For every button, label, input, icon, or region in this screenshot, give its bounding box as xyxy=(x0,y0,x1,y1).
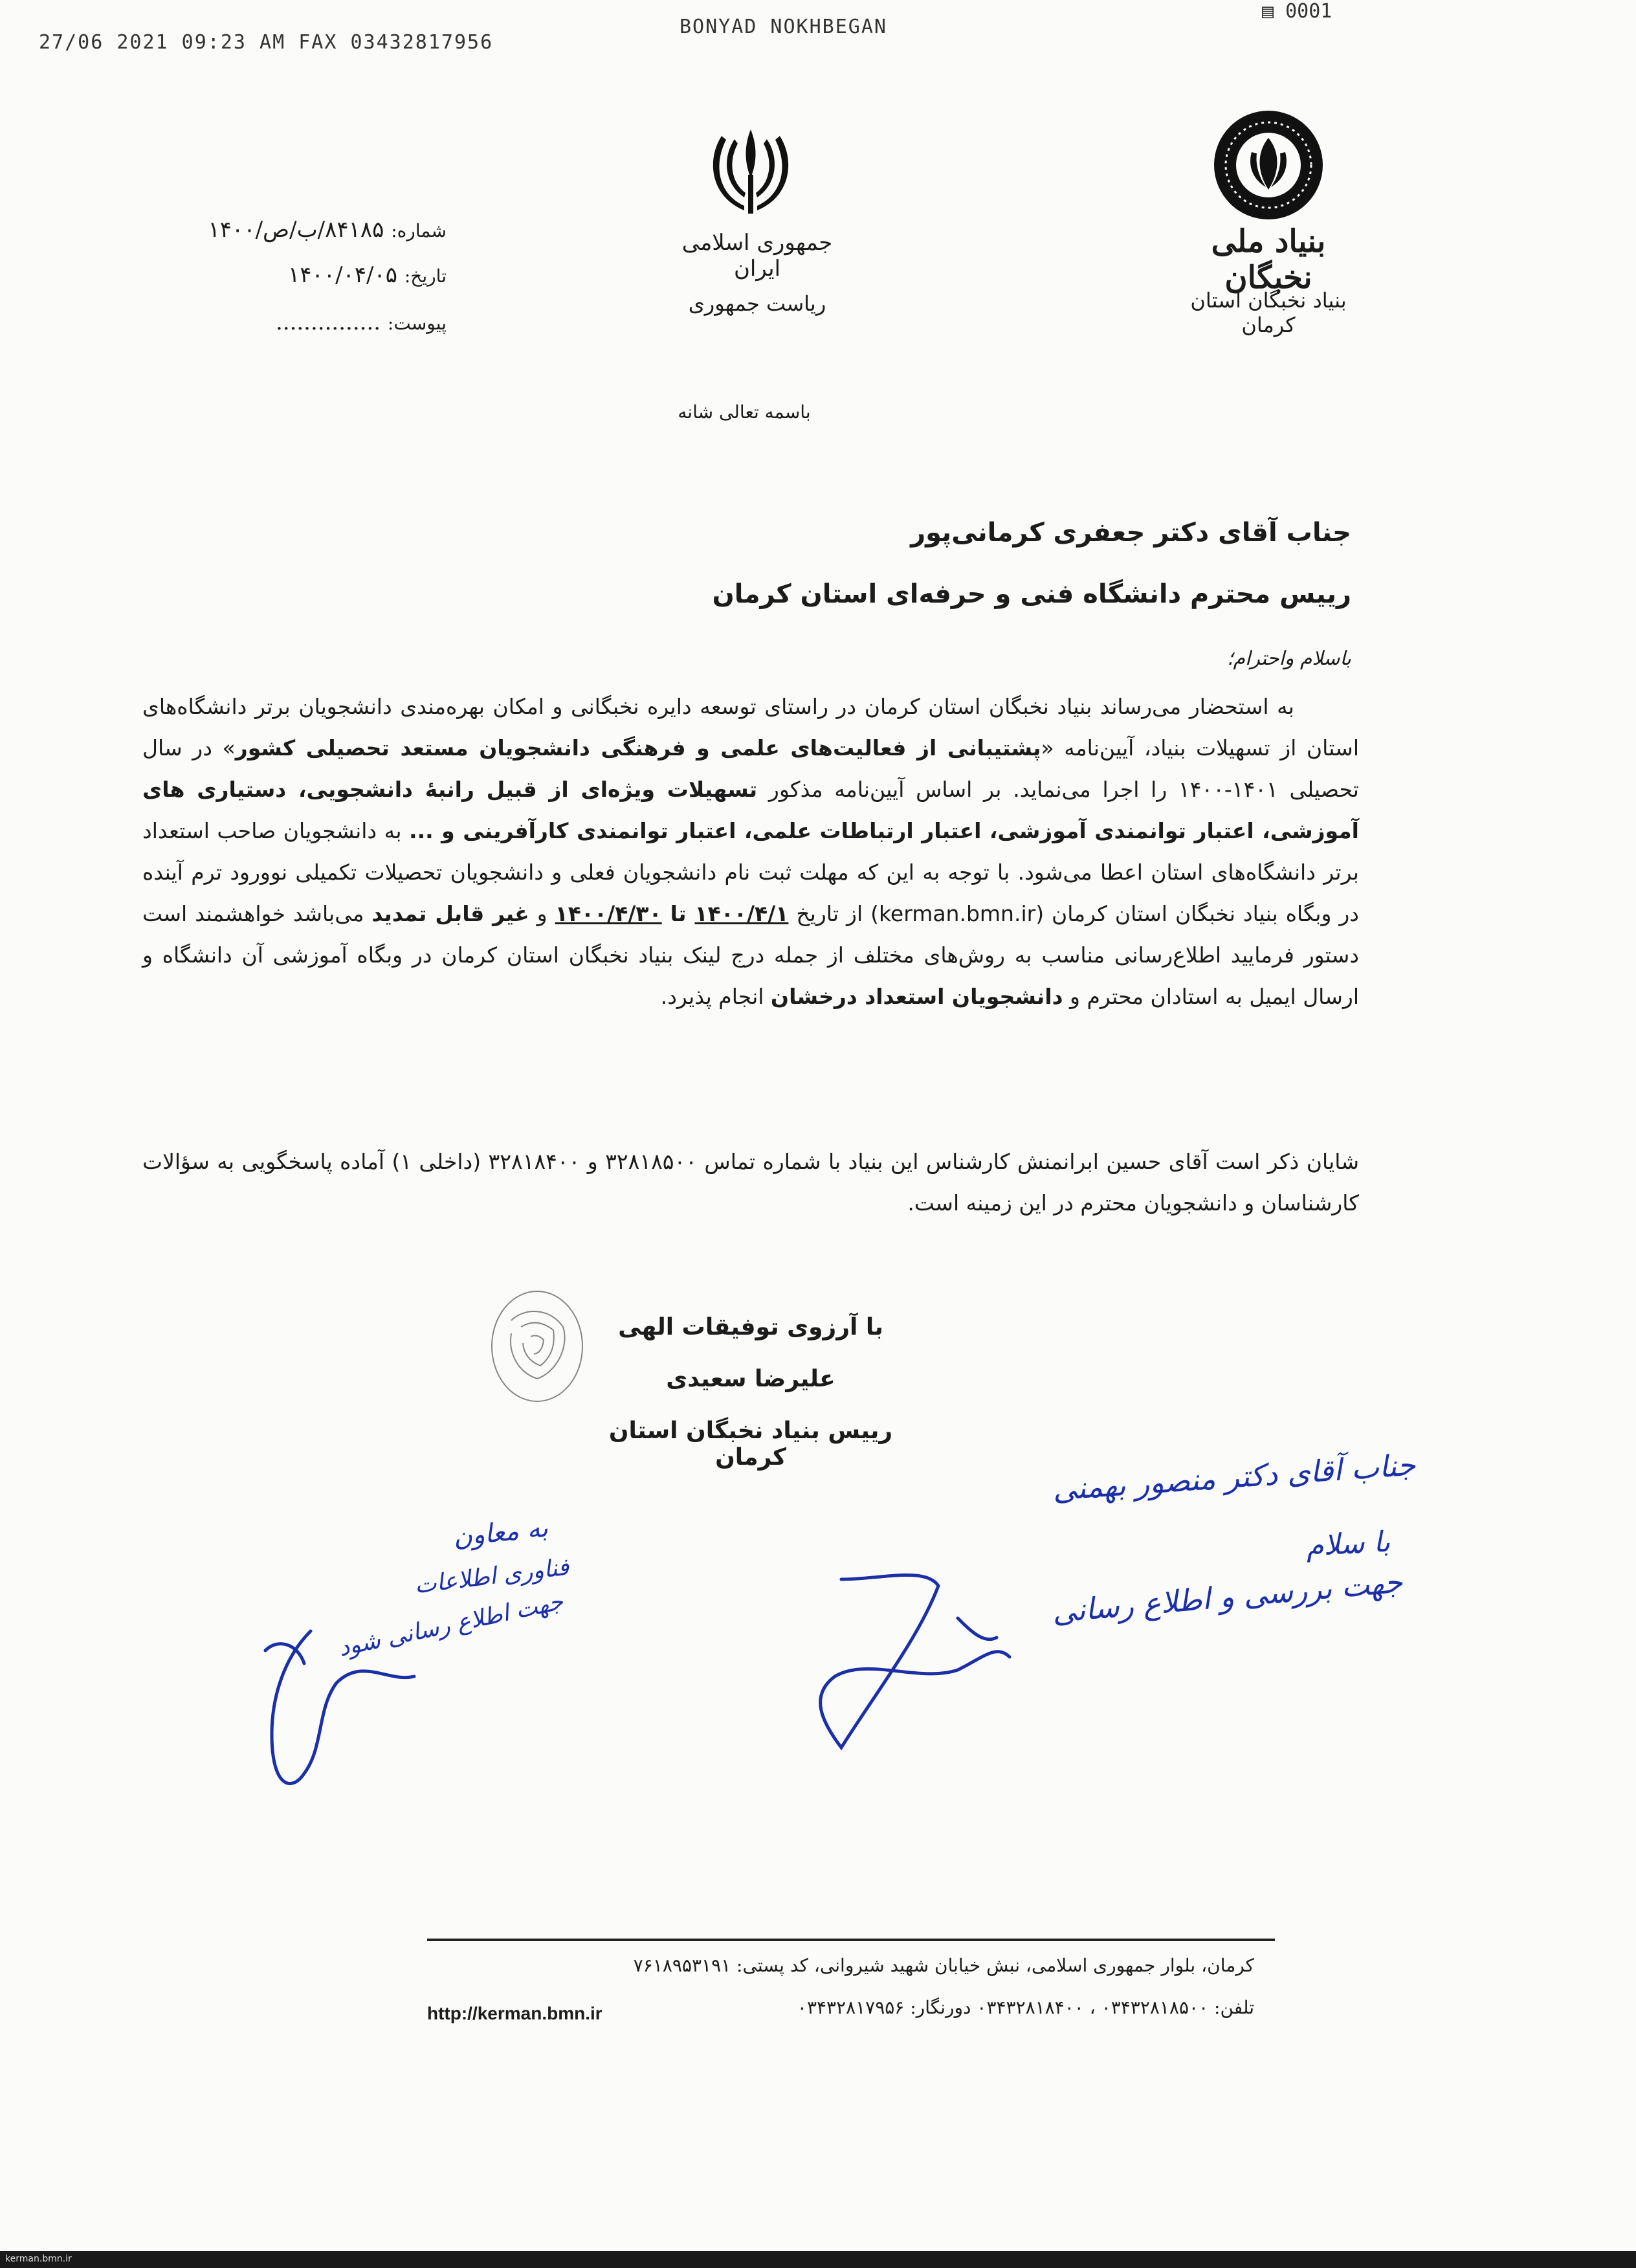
letter-number-value: ۸۴۱۸۵/ب/ص/۱۴۰۰ xyxy=(208,217,384,243)
body-text-d: و xyxy=(529,901,555,926)
scan-edge xyxy=(0,2251,1636,2268)
letter-attachment-value: ............... xyxy=(275,309,381,335)
organization-title: بنیاد ملی نخبگان xyxy=(1211,223,1326,296)
handwritten-left-1: به معاون xyxy=(451,1513,549,1553)
body-text-b: » در سال تحصیلی ۱۴۰۱-۱۴۰۰ را اجرا می‌نماید. بر اساس آیین‌نامه مذکور xyxy=(142,735,1359,802)
date-from: ۱۴۰۰/۴/۱ xyxy=(694,901,789,926)
contact-note-text: شایان ذکر است آقای حسین ابرانمنش کارشناس این بنیاد با شماره تماس ۳۲۸۱۸۵۰۰ و ۳۲۸۱۸۴۰۰ (داخلی ۱) آماده پاسخگویی به سؤالات کارشناسان و دانشجویان محترم در این زمینه است. xyxy=(142,1149,1359,1216)
date-to-word: تا xyxy=(661,901,695,926)
foundation-logo-icon xyxy=(1210,107,1327,223)
signer-name: علیرضا سعیدی xyxy=(666,1366,835,1392)
footer-phone: تلفن: ۰۳۴۳۲۸۱۸۵۰۰ ، ۰۳۴۳۲۸۱۸۴۰۰ دورنگار: ۰۳۴۳۲۸۱۷۹۵۶ xyxy=(797,1997,1254,2018)
footer-address: کرمان، بلوار جمهوری اسلامی، نبش خیابان شهید شیروانی، کد پستی: ۷۶۱۸۹۵۳۱۹۱ xyxy=(633,1955,1254,1976)
body-text-f: انجام پذیرد. xyxy=(660,984,771,1009)
facilities-list: تسهیلات ویژه‌ای از قبیل رانبۀ دانشجویی، دستیاری های آموزشی، اعتبار توانمندی آموزشی، اعتبار ارتباطات علمی، اعتبار توانمندی کارآفرینی و ... xyxy=(142,777,1359,843)
letter-number xyxy=(162,217,447,243)
fax-page xyxy=(1262,0,1332,23)
handwritten-addressee: جناب آقای دکتر منصور بهمنی xyxy=(1052,1447,1417,1507)
letter-attachment-label: پیوست: xyxy=(387,313,447,334)
fax-timestamp: 27/06 2021 09:23 AM FAX 03432817956 xyxy=(39,31,494,54)
handwritten-instruction: جهت بررسی و اطلاع رسانی xyxy=(1050,1564,1404,1630)
closing-wish: با آرزوی توفیقات الهی xyxy=(618,1314,883,1340)
recipient-title: رییس محترم دانشگاه فنی و حرفه‌ای استان کرمان xyxy=(712,579,1351,609)
letter-date-value: ۱۴۰۰/۰۴/۰۵ xyxy=(288,262,398,288)
letter-number-label: شماره: xyxy=(391,220,447,241)
letter-body xyxy=(142,686,1359,1017)
handwritten-left-2: فناوری اطلاعات xyxy=(413,1553,571,1599)
talented-students: دانشجویان استعداد درخشان xyxy=(770,984,1063,1009)
handwritten-greeting: با سلام xyxy=(1305,1525,1391,1563)
recipient-name: جناب آقای دکتر جعفری کرمانی‌پور xyxy=(911,518,1351,548)
organization-subtitle: بنیاد نخبگان استان کرمان xyxy=(1190,288,1347,337)
fax-page-number: 0001 xyxy=(1285,0,1332,23)
government-caption: جمهوری اسلامی ایران xyxy=(681,230,833,282)
letter-attachment xyxy=(162,309,447,335)
fax-sender: BONYAD NOKHBEGAN xyxy=(680,16,887,38)
body-text-e: می‌باشد خواهشمند است دستور فرمایید اطلاع‌رسانی مناسب به روش‌های مختلف از جمله درج لینک بنیاد نخبگان استان کرمان در وبگاه آموزشی آن دانشگاه و ارسال ایمیل به استادان محترم و xyxy=(142,901,1359,1009)
salutation: باسلام واحترام؛ xyxy=(1226,647,1351,670)
document-icon: ▤ xyxy=(1262,0,1274,23)
body-text-c: به دانشجویان صاحب استعداد برتر دانشگاه‌های استان اعطا می‌شود. با توجه به این که مهلت ثبت نام دانشجویان فعلی و دانشجویان تحصیلات تکمیلی نوورود ترم آینده در وبگاه بنیاد نخبگان استان کرمان (kerman.bmn.ir) از تاریخ xyxy=(142,818,1359,926)
body-paragraph xyxy=(142,686,1359,1017)
presidency-caption: ریاست جمهوری xyxy=(688,291,826,316)
footer-website: http://kerman.bmn.ir xyxy=(427,2003,602,2023)
not-extendable: غیر قابل تمدید xyxy=(371,901,529,926)
date-to: ۱۴۰۰/۴/۳۰ xyxy=(555,901,662,926)
letter-date-label: تاریخ: xyxy=(404,265,447,287)
bylaw-title: پشتیبانی از فعالیت‌های علمی و فرهنگی دانشجویان مستعد تحصیلی کشور xyxy=(235,735,1041,761)
corner-watermark: kerman.bmn.ir xyxy=(5,2254,72,2264)
contact-note xyxy=(142,1120,1359,1245)
footer-rule xyxy=(427,1939,1275,1941)
body-text-a: به استحضار می‌رساند بنیاد نخبگان استان کرمان در راستای توسعه دایره نخبگانی و امکان بهره‌مندی دانشجویان برتر دانشگاه‌های استان از تسهیلات بنیاد، آیین‌نامه « xyxy=(142,694,1359,761)
signer-position: رییس بنیاد نخبگان استان کرمان xyxy=(608,1418,893,1471)
handwritten-left-3: جهت اطلاع رسانی شود xyxy=(336,1588,566,1662)
iran-emblem-icon xyxy=(699,123,802,220)
basmala: باسمه تعالی شانه xyxy=(678,401,811,423)
letter-date xyxy=(162,262,447,288)
signature-right xyxy=(821,1575,1010,1748)
